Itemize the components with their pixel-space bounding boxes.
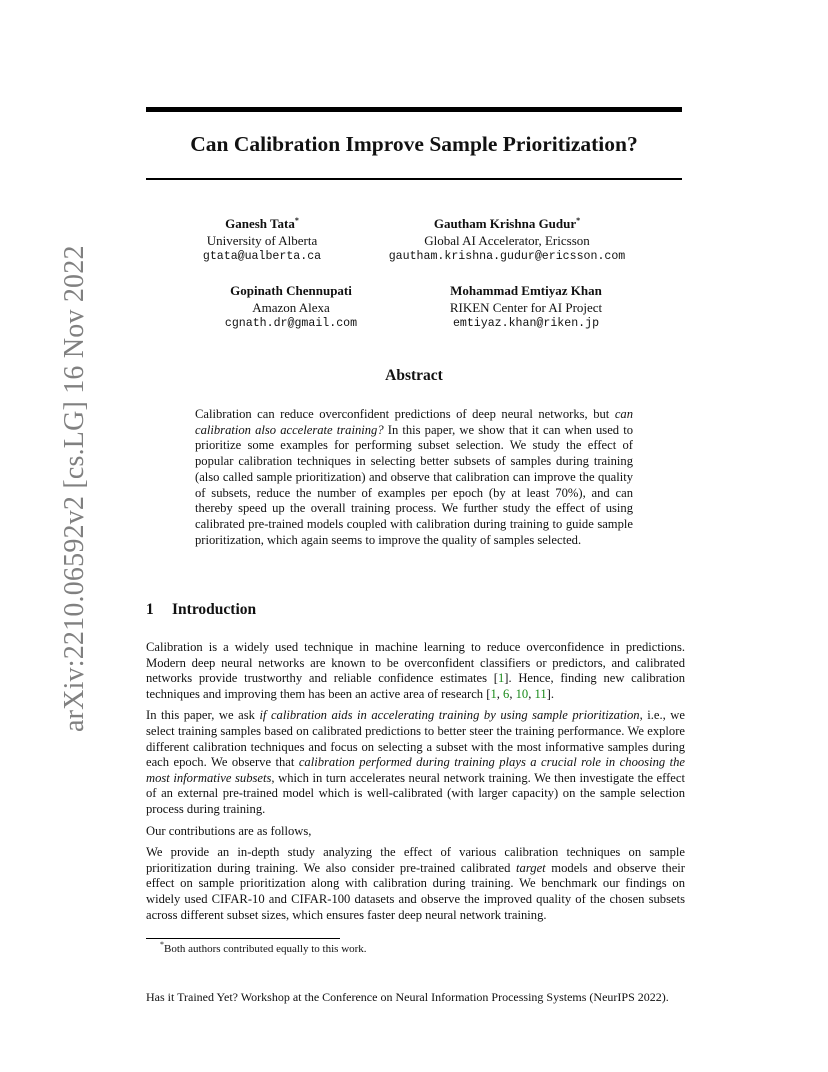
- author-block: [182, 216, 342, 266]
- footnote-rule: [146, 938, 340, 939]
- author-affiliation: Global AI Accelerator, Ericsson: [424, 232, 590, 248]
- author-email[interactable]: cgnath.dr@gmail.com: [224, 317, 358, 330]
- paragraph: We provide an in-depth study analyzing the effect of various calibration techniques on sample prioritization during training. We also consider pre-trained calibrated target models and observe their effect on sample prioritization along with calibration during training. We benchmark our findings on widely used CIFAR-10 and CIFAR-100 datasets and observe the improved quality of the chosen subsets across different subset sizes, which ensures faster deep neural network training.: [146, 845, 685, 922]
- abstract-heading: Abstract: [385, 367, 443, 384]
- introduction-body: [146, 640, 685, 929]
- author-name: Gautham Krishna Gudur*: [433, 216, 581, 231]
- author-block: [206, 283, 376, 333]
- paragraph: In this paper, we ask if calibration aids in accelerating training by using sample prioritization, i.e., we select training samples based on calibrated predictions to better steer the training performance. We explore different calibration techniques and focus on selecting a subset with the most informative samples during each epoch. We observe that calibration performed during training plays a crucial role in choosing the most informative subsets, which in turn accelerates neural network training. We then investigate the effect of an external pre-trained model which is well-calibrated (with larger capacity) on the sample selection process during training.: [146, 708, 685, 816]
- citation-link[interactable]: 10: [515, 686, 529, 701]
- abstract-text: Calibration can reduce overconfident predictions of deep neural networks, but can calibration also accelerate training? In this paper, we show that it can when used to prioritize some examples for performing subset selection. We study the effect of popular calibration techniques in selecting better subsets of samples during training (also called sample prioritization) and observe that calibration can improve the quality of subsets, reduce the number of examples per epoch (by at least 70%), and can thereby speed up the overall training process. We further study the effect of using calibrated pre-trained models coupled with calibration during training to guide sample prioritization, which again seems to improve the quality of samples selected.: [195, 407, 633, 547]
- author-block: [426, 283, 626, 333]
- author-name: Ganesh Tata*: [225, 216, 299, 231]
- author-affiliation: Amazon Alexa: [252, 299, 330, 315]
- venue-note: Has it Trained Yet? Workshop at the Conference on Neural Information Processing Systems (NeurIPS 2022).: [146, 990, 669, 1004]
- footnote: *Both authors contributed equally to this work.: [160, 940, 367, 955]
- author-email[interactable]: gautham.krishna.gudur@ericsson.com: [388, 250, 626, 263]
- author-affiliation: RIKEN Center for AI Project: [449, 299, 603, 315]
- paper-title: Can Calibration Improve Sample Prioritization?: [190, 132, 638, 156]
- title-top-rule: [146, 107, 682, 112]
- paragraph: Our contributions are as follows,: [146, 823, 312, 838]
- author-email[interactable]: emtiyaz.khan@riken.jp: [452, 317, 600, 330]
- arxiv-identifier: arXiv:2210.06592v2 [cs.LG] 16 Nov 2022: [59, 245, 90, 732]
- author-block: [376, 216, 638, 266]
- citation-link[interactable]: 1: [497, 671, 505, 686]
- citation-link[interactable]: 1: [490, 686, 497, 701]
- author-affiliation: University of Alberta: [206, 232, 318, 248]
- author-email[interactable]: gtata@ualberta.ca: [202, 250, 322, 263]
- paragraph: Calibration is a widely used technique in machine learning to reduce overconfidence in predictions. Modern deep neural networks are known to be overconfident classifiers or predictors, and calibrated networks provide trustworthy and reliable confidence estimates [1]. Hence, finding new calibration techniques and improving them has been an active area of research [1, 6, 10, 11].: [146, 640, 685, 701]
- citation-link[interactable]: 11: [534, 686, 547, 701]
- author-name: Gopinath Chennupati: [230, 283, 352, 298]
- title-bottom-rule: [146, 178, 682, 180]
- author-name: Mohammad Emtiyaz Khan: [450, 283, 602, 298]
- citation-link[interactable]: 6: [503, 686, 510, 701]
- section-heading: 1 Introduction: [146, 601, 257, 618]
